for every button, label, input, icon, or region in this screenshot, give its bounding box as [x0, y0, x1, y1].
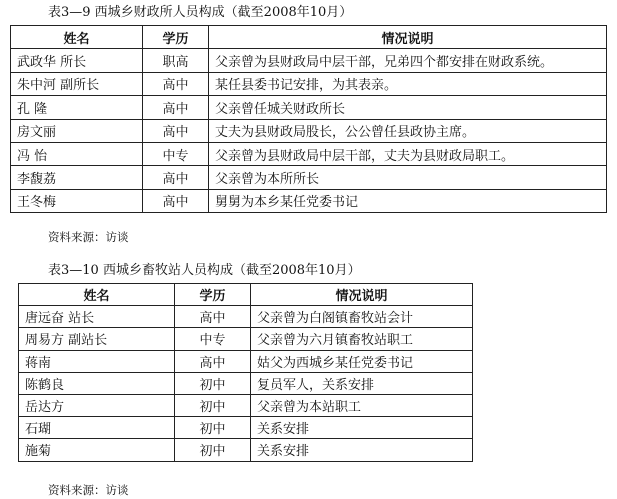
cell-education: 中专	[175, 328, 251, 350]
livestock-station-staff-table	[18, 283, 473, 462]
cell-notes: 父亲曾为县财政局中层干部，丈夫为县财政局职工。	[209, 142, 607, 165]
cell-name: 陈鹤良	[19, 372, 175, 394]
cell-name: 武政华 所长	[11, 49, 143, 72]
table-row	[11, 72, 607, 95]
column-header-notes: 情况说明	[251, 284, 473, 306]
table-row	[19, 439, 473, 461]
cell-notes: 父亲曾为白阁镇畜牧站会计	[251, 306, 473, 328]
cell-name: 施菊	[19, 439, 175, 461]
cell-education: 高中	[175, 350, 251, 372]
table-row	[11, 119, 607, 142]
cell-notes: 姑父为西城乡某任党委书记	[251, 350, 473, 372]
cell-name: 李馥荔	[11, 166, 143, 189]
finance-office-staff-table	[10, 25, 607, 213]
cell-name: 唐远奋 站长	[19, 306, 175, 328]
cell-education: 职高	[143, 49, 209, 72]
cell-name: 周易方 副站长	[19, 328, 175, 350]
cell-name: 朱中河 副所长	[11, 72, 143, 95]
cell-name: 房文丽	[11, 119, 143, 142]
column-header-education: 学历	[143, 26, 209, 49]
cell-education: 高中	[143, 166, 209, 189]
cell-notes: 关系安排	[251, 417, 473, 439]
column-header-name: 姓名	[19, 284, 175, 306]
table-row	[11, 189, 607, 212]
cell-notes: 父亲曾任城关财政所长	[209, 96, 607, 119]
table-header-row	[11, 26, 607, 49]
cell-education: 中专	[143, 142, 209, 165]
cell-name: 孔 隆	[11, 96, 143, 119]
cell-notes: 复员军人，关系安排	[251, 372, 473, 394]
column-header-education: 学历	[175, 284, 251, 306]
cell-notes: 父亲曾为本站职工	[251, 394, 473, 416]
cell-education: 初中	[175, 417, 251, 439]
cell-education: 初中	[175, 372, 251, 394]
table-row	[19, 372, 473, 394]
cell-education: 高中	[143, 72, 209, 95]
table-row	[11, 142, 607, 165]
cell-education: 高中	[143, 96, 209, 119]
table-row	[11, 166, 607, 189]
table-row	[19, 306, 473, 328]
cell-education: 高中	[143, 119, 209, 142]
cell-education: 高中	[143, 189, 209, 212]
table2-caption: 表3—10 西城乡畜牧站人员构成（截至2008年10月）	[48, 263, 361, 278]
table-row	[19, 394, 473, 416]
cell-notes: 某任县委书记安排，为其表亲。	[209, 72, 607, 95]
cell-education: 初中	[175, 394, 251, 416]
table-header-row	[19, 284, 473, 306]
cell-notes: 关系安排	[251, 439, 473, 461]
table1-caption: 表3—9 西城乡财政所人员构成（截至2008年10月）	[48, 5, 353, 20]
table1-source: 资料来源：访谈	[48, 230, 129, 244]
table-row	[11, 96, 607, 119]
table2-source: 资料来源：访谈	[48, 483, 129, 497]
cell-name: 冯 怡	[11, 142, 143, 165]
cell-education: 初中	[175, 439, 251, 461]
cell-name: 王冬梅	[11, 189, 143, 212]
cell-notes: 父亲曾为本所所长	[209, 166, 607, 189]
table-row	[19, 350, 473, 372]
cell-name: 蒋南	[19, 350, 175, 372]
cell-notes: 父亲曾为县财政局中层干部，兄弟四个都安排在财政系统。	[209, 49, 607, 72]
cell-name: 岳达方	[19, 394, 175, 416]
cell-name: 石瑚	[19, 417, 175, 439]
cell-notes: 父亲曾为六月镇畜牧站职工	[251, 328, 473, 350]
column-header-name: 姓名	[11, 26, 143, 49]
table-row	[11, 49, 607, 72]
cell-notes: 丈夫为县财政局股长，公公曾任县政协主席。	[209, 119, 607, 142]
cell-notes: 舅舅为本乡某任党委书记	[209, 189, 607, 212]
table-row	[19, 328, 473, 350]
column-header-notes: 情况说明	[209, 26, 607, 49]
table-row	[19, 417, 473, 439]
cell-education: 高中	[175, 306, 251, 328]
